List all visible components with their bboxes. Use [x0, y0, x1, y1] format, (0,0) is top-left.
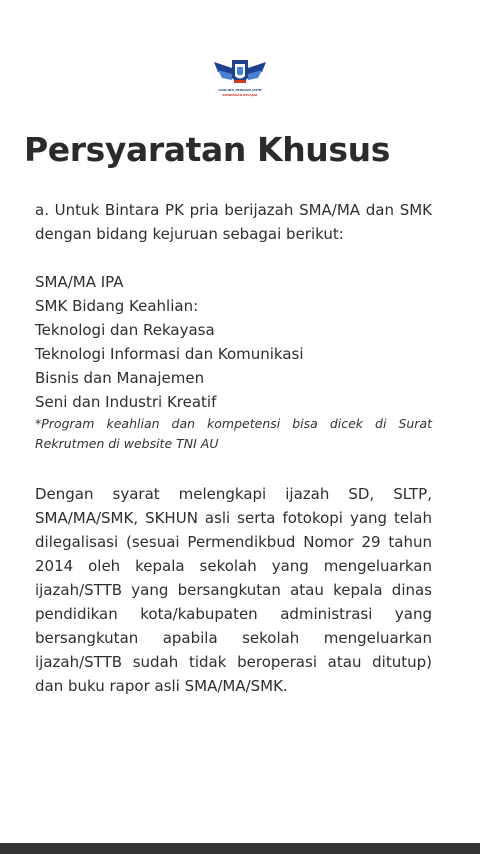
list-item: Teknologi dan Rekayasa — [35, 321, 215, 339]
list-item: SMK Bidang Keahlian: — [35, 297, 199, 315]
intro-text: a. Untuk Bintara PK pria berijazah SMA/MA dan SMK dengan bidang kejuruan sebagai berikut: — [35, 201, 432, 243]
content-body — [35, 198, 432, 698]
requirements-paragraph: Dengan syarat melengkapi ijazah SD, SLTP, SMA/MA/SMK, SKHUN asli serta fotokopi yang telah dilegalisasi (sesuai Permendikbud Nomor 29 tahun 2014 oleh kepala sekolah yang mengeluarkan ijazah/STTB yang bersangkutan atau kepala dinas pendidikan kota/kabupaten administrasi yang bersangkutan apabila sekolah mengeluarkan ijazah/STTB sudah tidak beroperasi atau ditutup) dan buku rapor asli SMA/MA/SMK. — [35, 485, 432, 695]
list-item: Bisnis dan Manajemen — [35, 369, 205, 387]
program-list — [35, 270, 432, 414]
footnote: *Program keahlian dan kompetensi bisa dicek di Surat Rekrutmen di website TNI AU — [35, 416, 432, 451]
logo-subtext: BIMBINGAN BELAJAR — [222, 93, 258, 97]
bottom-bar — [0, 843, 480, 854]
wings-emblem-icon — [210, 56, 270, 90]
logo-text: LION INTI PERSADA JATIM — [218, 88, 262, 92]
page-title: Persyaratan Khusus — [24, 130, 390, 169]
list-item: SMA/MA IPA — [35, 273, 124, 291]
list-item: Teknologi Informasi dan Komunikasi — [35, 345, 304, 363]
list-item: Seni dan Industri Kreatif — [35, 393, 217, 411]
